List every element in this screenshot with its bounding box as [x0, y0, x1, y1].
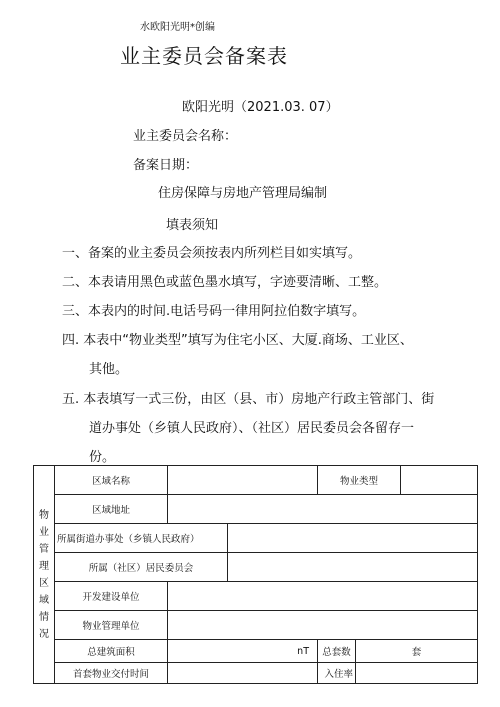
units-suffix: 套 — [411, 647, 422, 658]
community-committee-label: 所属（社区）居民委员会 — [55, 553, 228, 582]
committee-name-label: 业主委员会名称： — [133, 129, 238, 144]
side-char: 物 — [39, 509, 49, 521]
area-unit: nT — [297, 645, 309, 657]
management-company-value[interactable] — [168, 611, 478, 640]
side-char: 业 — [39, 526, 49, 538]
rule-3: 三、本表内的时间.电话号码一律用阿拉伯数字填写。 — [62, 304, 366, 319]
area-address-label: 区域地址 — [55, 495, 168, 524]
occupancy-rate-label: 入住率 — [318, 663, 356, 684]
filing-date-label: 备案日期： — [133, 158, 199, 173]
side-char: 况 — [39, 628, 49, 640]
rule-1: 一、备案的业主委员会须按表内所列栏目如实填写。 — [62, 246, 362, 261]
subdistrict-office-label: 所属街道办事处（乡镇人民政府） — [55, 524, 228, 553]
publisher-line: 住房保障与房地产管理局编制 — [158, 186, 328, 201]
side-char: 管 — [39, 543, 49, 555]
developer-label: 开发建设单位 — [55, 582, 168, 611]
area-name-value[interactable] — [168, 466, 318, 495]
header-note: 水欧阳光明*创编 — [140, 22, 215, 33]
area-address-value[interactable] — [168, 495, 478, 524]
notice-heading: 填表须知 — [166, 218, 219, 233]
side-char: 情 — [39, 611, 49, 623]
management-company-label: 物业管理单位 — [55, 611, 168, 640]
registration-table — [33, 465, 478, 684]
total-floor-area-value[interactable] — [168, 640, 318, 663]
rule-4-continued: 其他。 — [89, 362, 129, 377]
side-header — [34, 466, 55, 684]
side-char: 理 — [39, 560, 49, 572]
area-name-label: 区域名称 — [55, 466, 168, 495]
property-type-value[interactable] — [401, 466, 478, 495]
first-delivery-time-value[interactable] — [168, 663, 318, 684]
property-type-label: 物业类型 — [318, 466, 401, 495]
first-delivery-time-label: 首套物业交付时间 — [55, 663, 168, 684]
rule-5-end: 份。 — [89, 450, 116, 465]
rule-2: 二、本表请用黑色或蓝色墨水填写，字迹要清晰、工整。 — [62, 275, 388, 290]
total-units-label: 总套数 — [318, 640, 356, 663]
side-char: 区 — [39, 577, 49, 589]
subdistrict-office-value[interactable] — [228, 524, 478, 553]
author-line: 欧阳光明（2021.03. 07） — [182, 100, 339, 115]
occupancy-rate-value[interactable] — [356, 663, 478, 684]
rule-5-continued: 道办事处（乡镇人民政府）、（社区）居民委员会各留存一 — [89, 421, 415, 436]
community-committee-value[interactable] — [228, 553, 478, 582]
rule-5: 五. 本表填写一式三份，由区（县、市）房地产行政主管部门、街 — [62, 392, 435, 407]
document-title: 业主委员会备案表 — [120, 44, 288, 68]
rule-4: 四. 本表中“物业类型”填写为住宅小区、大厦.商场、工业区、 — [62, 333, 413, 348]
developer-value[interactable] — [168, 582, 478, 611]
total-units-value[interactable] — [356, 640, 478, 663]
side-char: 域 — [39, 594, 49, 606]
total-floor-area-label: 总建筑面积 — [55, 640, 168, 663]
